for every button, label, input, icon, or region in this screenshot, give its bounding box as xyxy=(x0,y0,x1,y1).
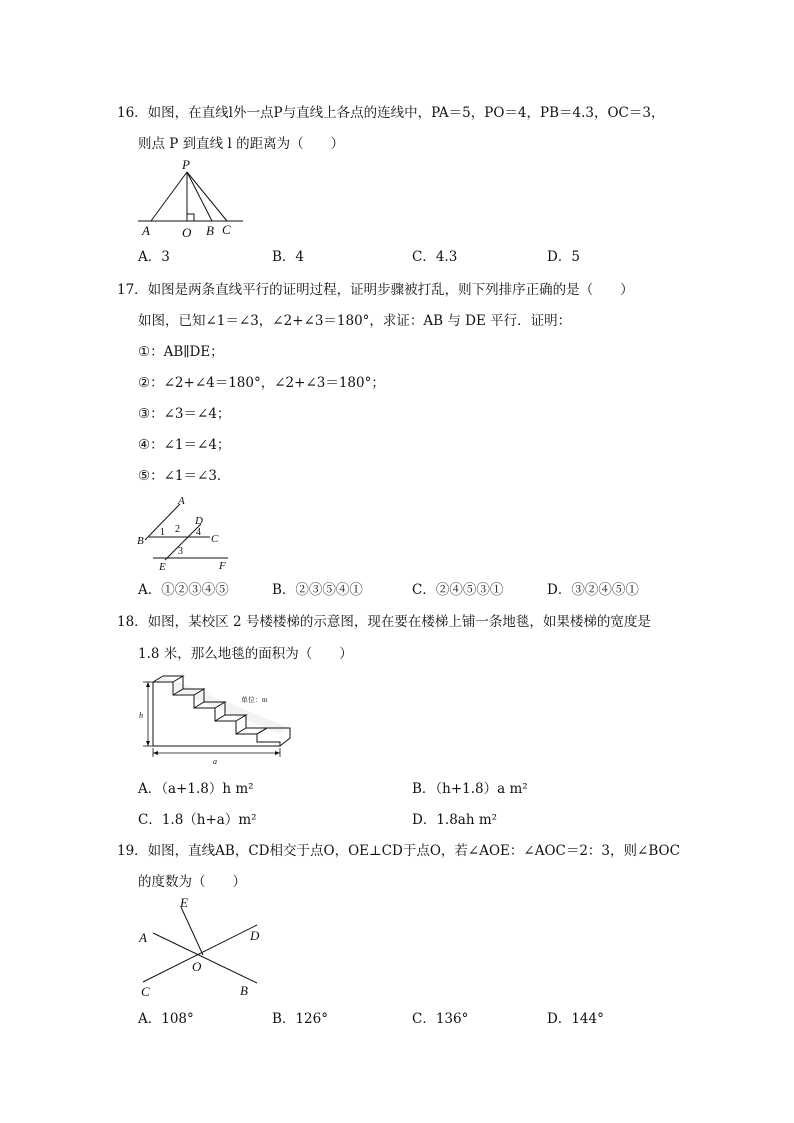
label-a: a xyxy=(213,757,217,766)
label-O: O xyxy=(192,959,202,974)
q18-option-c[interactable]: C．1.8（h+a）m² xyxy=(138,812,257,828)
q18-option-b[interactable]: B．（h+1.8）a m² xyxy=(412,781,528,797)
line-AB xyxy=(153,933,257,983)
label-C: C xyxy=(222,222,231,237)
angle-1-label: 1 xyxy=(160,527,165,538)
angle-3-label: 3 xyxy=(178,546,183,557)
label-E: E xyxy=(180,895,188,910)
q16-option-a[interactable]: A．3 xyxy=(138,249,170,265)
q17-step-5: ⑤：∠1＝∠3． xyxy=(138,468,231,484)
unit-label: 单位：m xyxy=(241,696,268,704)
h-arrow-down-icon xyxy=(146,741,150,746)
q19-stem-line1: 19．如图，直线AB，CD相交于点O，OE⊥CD于点O，若∠AOE：∠AOC＝2：3，则∠BOC xyxy=(117,843,680,859)
q17-step-1: ①：AB∥DE； xyxy=(138,344,224,360)
segment-PA xyxy=(151,172,187,221)
q17-step-3: ③：∠3＝∠4； xyxy=(138,406,231,422)
q17-option-a[interactable]: A．①②③④⑤ xyxy=(138,582,229,598)
angle-2-label: 2 xyxy=(175,524,180,535)
q18-stem-line1: 18．如图，某校区 2 号楼楼梯的示意图，现在要在楼梯上铺一条地毯，如果楼梯的宽度是 xyxy=(117,614,651,630)
q16-option-d[interactable]: D．5 xyxy=(547,249,580,265)
label-D: D xyxy=(250,928,260,943)
a-arrow-right-icon xyxy=(275,751,280,755)
label-C: C xyxy=(141,984,150,999)
q19-option-a[interactable]: A．108° xyxy=(138,1011,194,1027)
stair-front xyxy=(153,682,280,746)
q19-stem-line2: 的度数为（ ） xyxy=(138,874,246,890)
label-A: A xyxy=(178,495,185,507)
q17-option-c[interactable]: C．②④⑤③① xyxy=(412,582,504,598)
label-B: B xyxy=(206,223,214,238)
q17-figure xyxy=(135,494,235,572)
q19-option-b[interactable]: B．126° xyxy=(272,1011,328,1027)
q16-option-c[interactable]: C．4.3 xyxy=(412,249,458,265)
a-arrow-left-icon xyxy=(153,751,158,755)
q18-staircase-figure xyxy=(135,672,300,772)
q17-given: 如图，已知∠1＝∠3，∠2+∠3＝180°，求证：AB 与 DE 平行．证明： xyxy=(138,313,572,329)
q16-option-b[interactable]: B．4 xyxy=(272,249,305,265)
q18-option-d[interactable]: D．1.8ah m² xyxy=(412,812,498,828)
label-A: A xyxy=(139,930,147,945)
label-P: P xyxy=(182,157,190,172)
q16-stem-line1: 16．如图，在直线l外一点P与直线上各点的连线中，PA＝5，PO＝4，PB＝4.3，OC＝3， xyxy=(117,105,665,121)
q17-option-b[interactable]: B．②③⑤④① xyxy=(272,582,363,598)
label-C: C xyxy=(211,533,219,545)
h-arrow-up-icon xyxy=(146,682,150,687)
angle-4-label: 4 xyxy=(196,527,201,538)
label-B: B xyxy=(137,535,144,547)
label-B: B xyxy=(240,983,248,998)
label-O: O xyxy=(182,225,192,240)
q16-stem-line2: 则点 P 到直线 l 的距离为（ ） xyxy=(138,136,345,152)
q18-stem-line2: 1.8 米，那么地毯的面积为（ ） xyxy=(138,646,353,662)
q19-figure xyxy=(135,895,265,1005)
q17-option-d[interactable]: D．③②④⑤① xyxy=(547,582,639,598)
q17-stem: 17．如图是两条直线平行的证明过程，证明步骤被打乱，则下列排序正确的是（ ） xyxy=(117,282,634,298)
right-angle-mark xyxy=(187,214,194,221)
q17-step-2: ②：∠2+∠4＝180°，∠2+∠3＝180°； xyxy=(138,375,385,391)
q17-step-4: ④：∠1＝∠4； xyxy=(138,437,231,453)
q19-option-c[interactable]: C．136° xyxy=(412,1011,469,1027)
label-h: h xyxy=(139,711,143,720)
label-E: E xyxy=(159,561,166,572)
q18-option-a[interactable]: A．（a+1.8）h m² xyxy=(138,781,254,797)
label-F: F xyxy=(219,560,226,572)
q19-option-d[interactable]: D．144° xyxy=(547,1011,604,1027)
label-A: A xyxy=(142,223,150,238)
q16-figure xyxy=(135,155,250,240)
label-D: D xyxy=(195,515,203,527)
